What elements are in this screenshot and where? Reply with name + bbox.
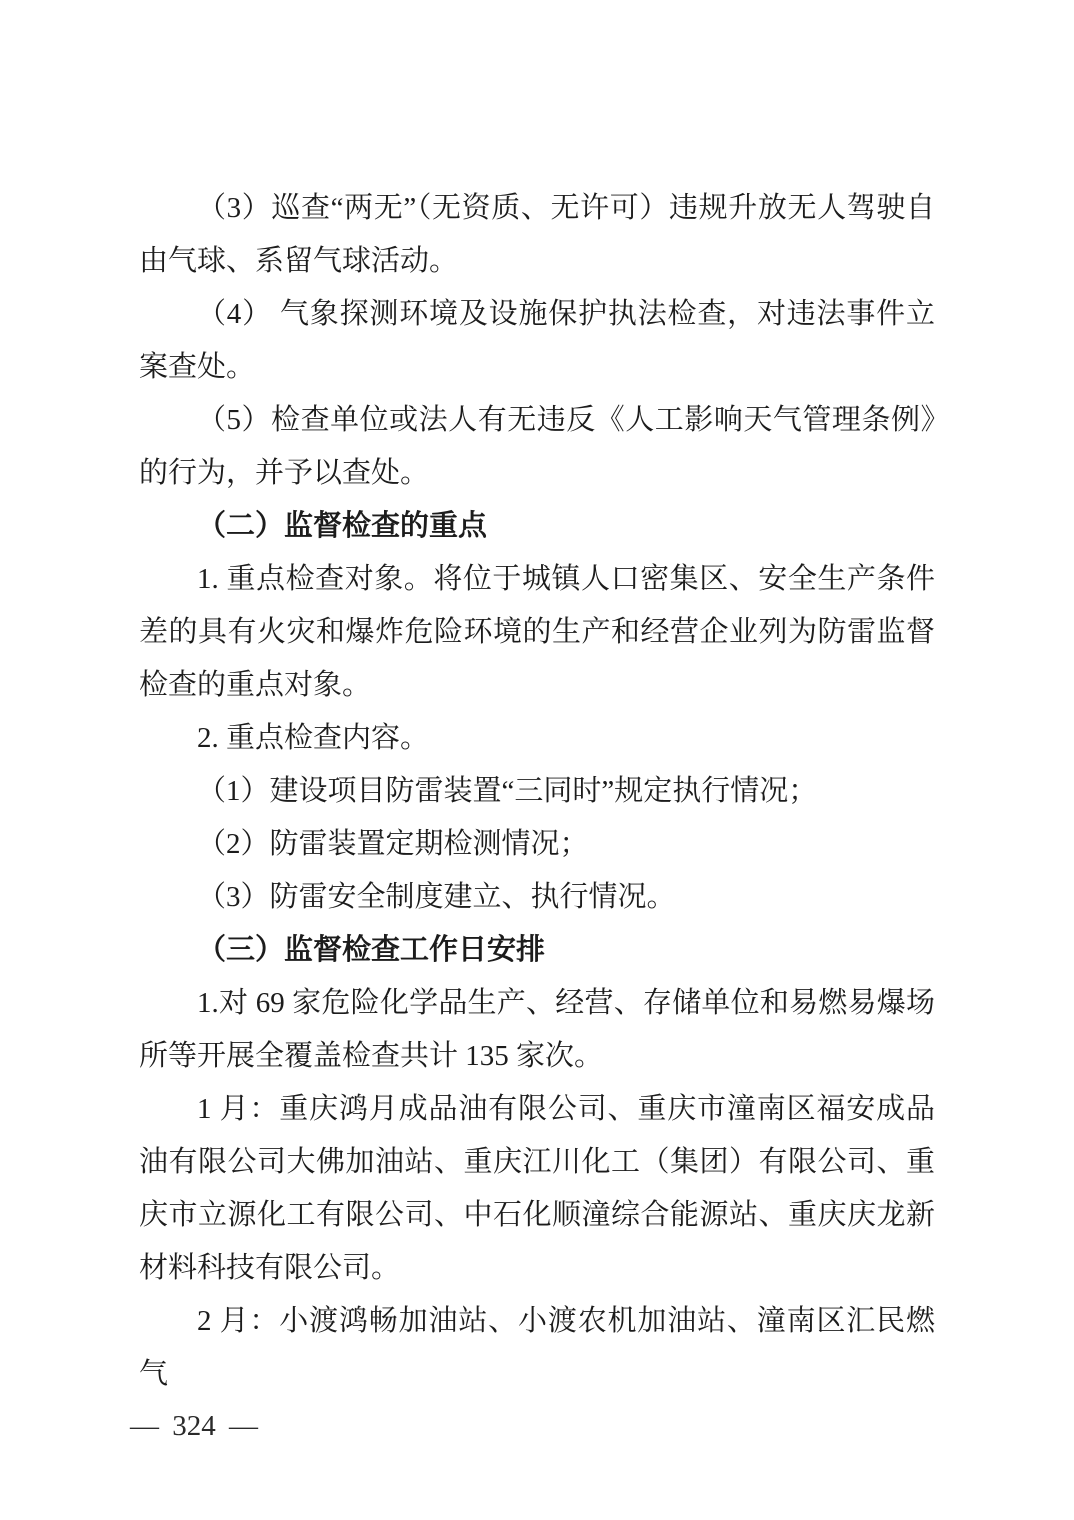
paragraph-item-3-balloons: （3）巡查“两无”（无资质、无许可）违规升放无人驾驶自由气球、系留气球活动。 [139, 192, 935, 277]
paragraph-schedule-summary: 1.对 69 家危险化学品生产、经营、存储单位和易燃易爆场所等开展全覆盖检查共计 135 家次。 [139, 987, 935, 1072]
paragraph-key-contents: 2. 重点检查内容。 [197, 722, 430, 754]
section-heading-2-inspection-focus: （二）监督检查的重点 [197, 510, 488, 542]
paragraph-february-list: 2 月：小渡鸿畅加油站、小渡农机加油站、潼南区汇民燃气 [139, 1305, 935, 1390]
section-heading-3-work-schedule: （三）监督检查工作日安排 [197, 934, 546, 966]
paragraph-content-3-safety-system: （3）防雷安全制度建立、执行情况。 [197, 881, 676, 913]
paragraph-item-4-detection-env: （4） 气象探测环境及设施保护执法检查，对违法事件立案查处。 [139, 298, 935, 383]
paragraph-item-5-weather-modification: （5）检查单位或法人有无违反《人工影响天气管理条例》的行为，并予以查处。 [139, 404, 935, 489]
paragraph-content-2-periodic-testing: （2）防雷装置定期检测情况； [197, 828, 589, 860]
paragraph-key-targets: 1. 重点检查对象。将位于城镇人口密集区、安全生产条件差的具有火灾和爆炸危险环境的生产和经营企业列为防雷监督检查的重点对象。 [139, 563, 935, 701]
paragraph-content-1-three-simultaneous: （1）建设项目防雷装置“三同时”规定执行情况； [197, 775, 818, 807]
paragraph-january-list: 1 月：重庆鸿月成品油有限公司、重庆市潼南区福安成品油有限公司大佛加油站、重庆江川化工（集团）有限公司、重庆市立源化工有限公司、中石化顺潼综合能源站、重庆庆龙新材料科技有限公司。 [139, 1093, 935, 1284]
document-body [139, 182, 935, 1401]
page-number: — 324 — [130, 1410, 258, 1442]
